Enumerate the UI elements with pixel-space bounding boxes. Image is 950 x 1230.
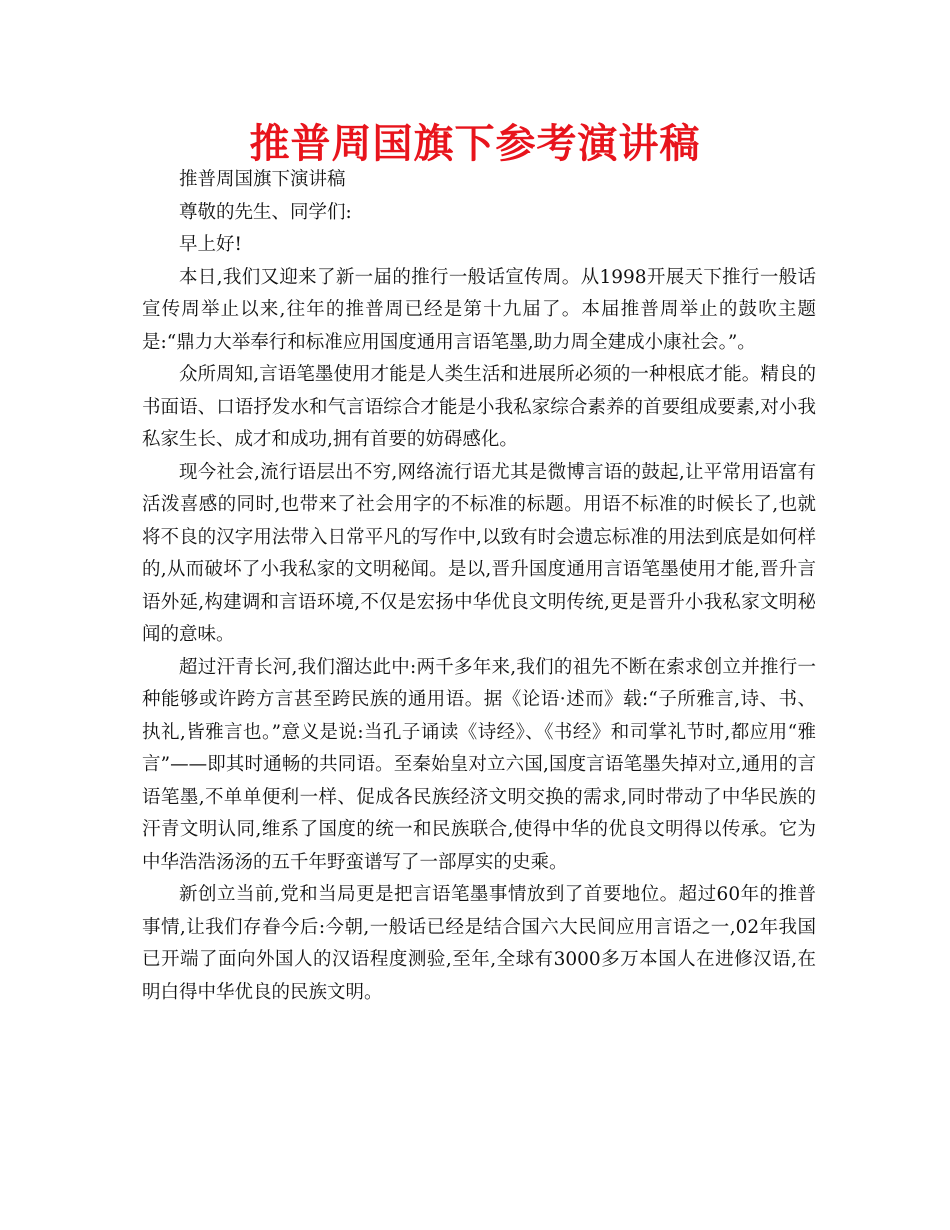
paragraph-subtitle: 推普周国旗下演讲稿 — [179, 169, 346, 190]
paragraph-body: 众所周知,言语笔墨使用才能是人类生活和进展所必须的一种根底才能。精良的书面语、口语抒发水和气言语综合才能是小我私家综合素养的首要组成要素,对小我私家生长、成才和成功,拥有首要的妨碍感化。 — [142, 364, 816, 450]
paragraph-body: 超过汗青长河,我们溜达此中:两千多年来,我们的祖先不断在索求创立并推行一种能够或许跨方言甚至跨民族的通用语。据《论语·述而》载:“子所雅言,诗、书、执礼,皆雅言也。”意义是说:当孔子诵读《诗经》、《书经》和司掌礼节时,都应用“雅言”——即其时通畅的共同语。至秦始皇对立六国,国度言语笔墨失掉对立,通用的言语笔墨,不单单便利一样、促成各民族经济文明交换的需求,同时带动了中华民族的汗青文明认同,维系了国度的统一和民族联合,使得中华的优良文明得以传承。它为中华浩浩汤汤的五千年野蛮谱写了一部厚实的史乘。 — [142, 656, 816, 873]
paragraph-salutation: 尊敬的先生、同学们: — [179, 201, 352, 223]
paragraph-body: 现今社会,流行语层出不穷,网络流行语尤其是微博言语的鼓起,让平常用语富有活泼喜感的同时,也带来了社会用字的不标准的标题。用语不标准的时候长了,也就将不良的汉字用法带入日常平凡的写作中,以致有时会遗忘标准的用法到底是如何样的,从而破坏了小我私家的文明秘闻。是以,晋升国度通用言语笔墨使用才能,晋升言语外延,构建调和言语环境,不仅是宏扬中华优良文明传统,更是晋升小我私家文明秘闻的意味。 — [142, 461, 816, 645]
paragraph-body: 新创立当前,党和当局更是把言语笔墨事情放到了首要地位。超过60年的推普事情,让我们存眷今后:今朝,一般话已经是结合国六大民间应用言语之一,02年我国已开端了面向外国人的汉语程度测验,至年,全球有3000多万本国人在进修汉语,在明白得中华优良的民族文明。 — [142, 884, 816, 1003]
document-title: 推普周国旗下参考演讲稿 — [249, 121, 701, 167]
paragraph-body: 本日,我们又迎来了新一届的推行一般话宣传周。从1998开展天下推行一般话宣传周举止以来,往年的推普周已经是第十九届了。本届推普周举止的鼓吹主题是:“鼎力大举奉行和标准应用国度通用言语笔墨,助力周全建成小康社会。”。 — [142, 266, 816, 353]
document-body — [142, 164, 816, 1009]
paragraph-greeting: 早上好! — [179, 234, 242, 255]
